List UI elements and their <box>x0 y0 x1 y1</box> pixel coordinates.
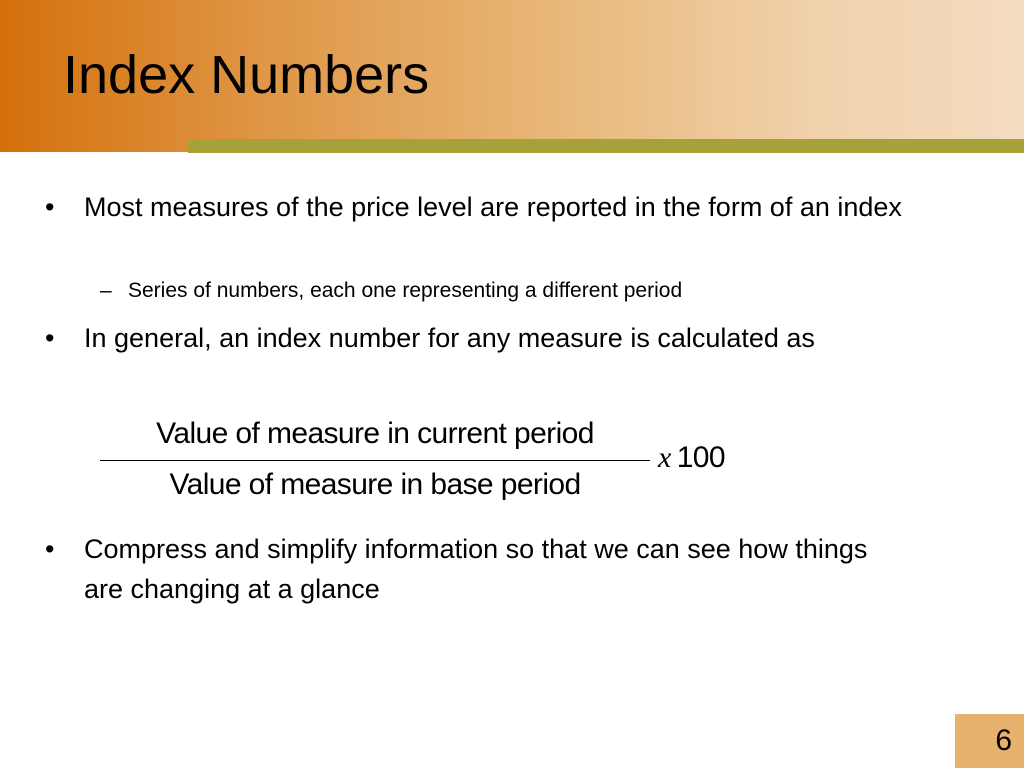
bullet-item-2 <box>45 318 824 358</box>
formula-numerator: Value of measure in current period <box>156 417 594 450</box>
page-number: 6 <box>995 724 1012 757</box>
fraction-bar <box>100 460 650 461</box>
bullet-item-3 <box>45 529 874 609</box>
dash-icon: – <box>100 279 112 302</box>
multiplier-value: 100 <box>676 441 725 474</box>
bullet-text-1: Most measures of the price level are reported in the form of an index <box>84 192 902 222</box>
bullet-icon: • <box>45 323 55 353</box>
page-number-badge <box>955 714 1024 768</box>
slide-title: Index Numbers <box>63 45 430 105</box>
bullet-icon: • <box>45 534 55 564</box>
formula-multiplier <box>658 438 725 478</box>
title-underline-bar <box>188 139 1024 153</box>
sub-bullet-item-1 <box>100 276 948 306</box>
multiply-sign: x <box>658 441 671 474</box>
bullet-text-3: Compress and simplify information so that we can see how things are changing at a glance <box>84 534 868 604</box>
sub-bullet-text-1: Series of numbers, each one representing a different period <box>128 279 683 302</box>
bullet-item-1 <box>45 187 964 227</box>
bullet-text-2: In general, an index number for any measure is calculated as <box>84 323 815 353</box>
index-formula <box>100 414 650 504</box>
formula-denominator: Value of measure in base period <box>169 468 581 501</box>
bullet-icon: • <box>45 192 55 222</box>
